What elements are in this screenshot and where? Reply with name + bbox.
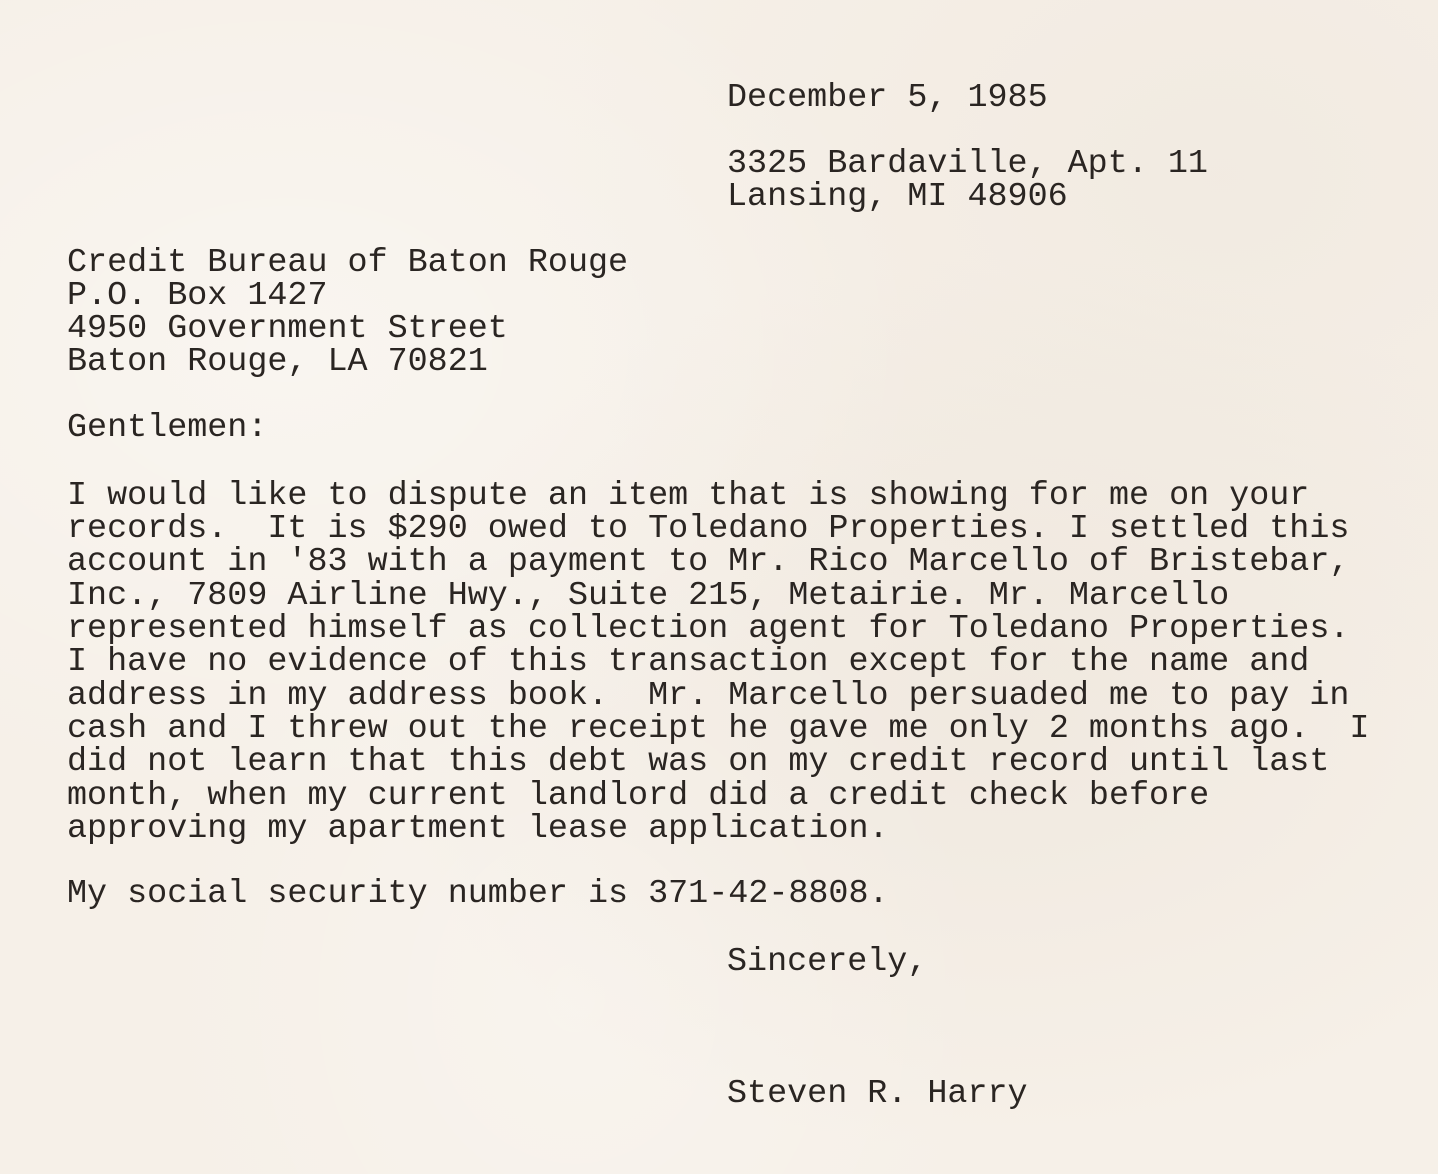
recipient-address-line: Baton Rouge, LA 70821: [67, 343, 488, 381]
closing: Sincerely,: [727, 943, 928, 981]
body-line: cash and I threw out the receipt he gave me only 2 months ago. I: [67, 710, 1370, 748]
recipient-address-line: P.O. Box 1427: [67, 277, 328, 315]
body-line: I have no evidence of this transaction except for the name and: [67, 643, 1310, 681]
letter-date: December 5, 1985: [727, 79, 1048, 117]
recipient-address-line: 4950 Government Street: [67, 310, 508, 348]
body-line: approving my apartment lease application.: [67, 810, 889, 848]
ssn-line: My social security number is 371-42-8808.: [67, 875, 889, 913]
sender-address-line: 3325 Bardaville, Apt. 11: [727, 145, 1208, 183]
body-line: address in my address book. Mr. Marcello persuaded me to pay in: [67, 677, 1350, 715]
signature-name: Steven R. Harry: [727, 1075, 1028, 1113]
body-line: Inc., 7809 Airline Hwy., Suite 215, Metairie. Mr. Marcello: [67, 577, 1230, 615]
sender-address-line: Lansing, MI 48906: [727, 178, 1068, 216]
body-line: records. It is $290 owed to Toledano Properties. I settled this: [67, 510, 1350, 548]
body-line: account in '83 with a payment to Mr. Rico Marcello of Bristebar,: [67, 543, 1350, 581]
recipient-address-line: Credit Bureau of Baton Rouge: [67, 244, 629, 282]
salutation: Gentlemen:: [67, 409, 268, 447]
body-line: I would like to dispute an item that is showing for me on your: [67, 477, 1310, 515]
body-line: did not learn that this debt was on my credit record until last: [67, 743, 1330, 781]
body-line: month, when my current landlord did a credit check before: [67, 777, 1210, 815]
body-line: represented himself as collection agent for Toledano Properties.: [67, 610, 1350, 648]
